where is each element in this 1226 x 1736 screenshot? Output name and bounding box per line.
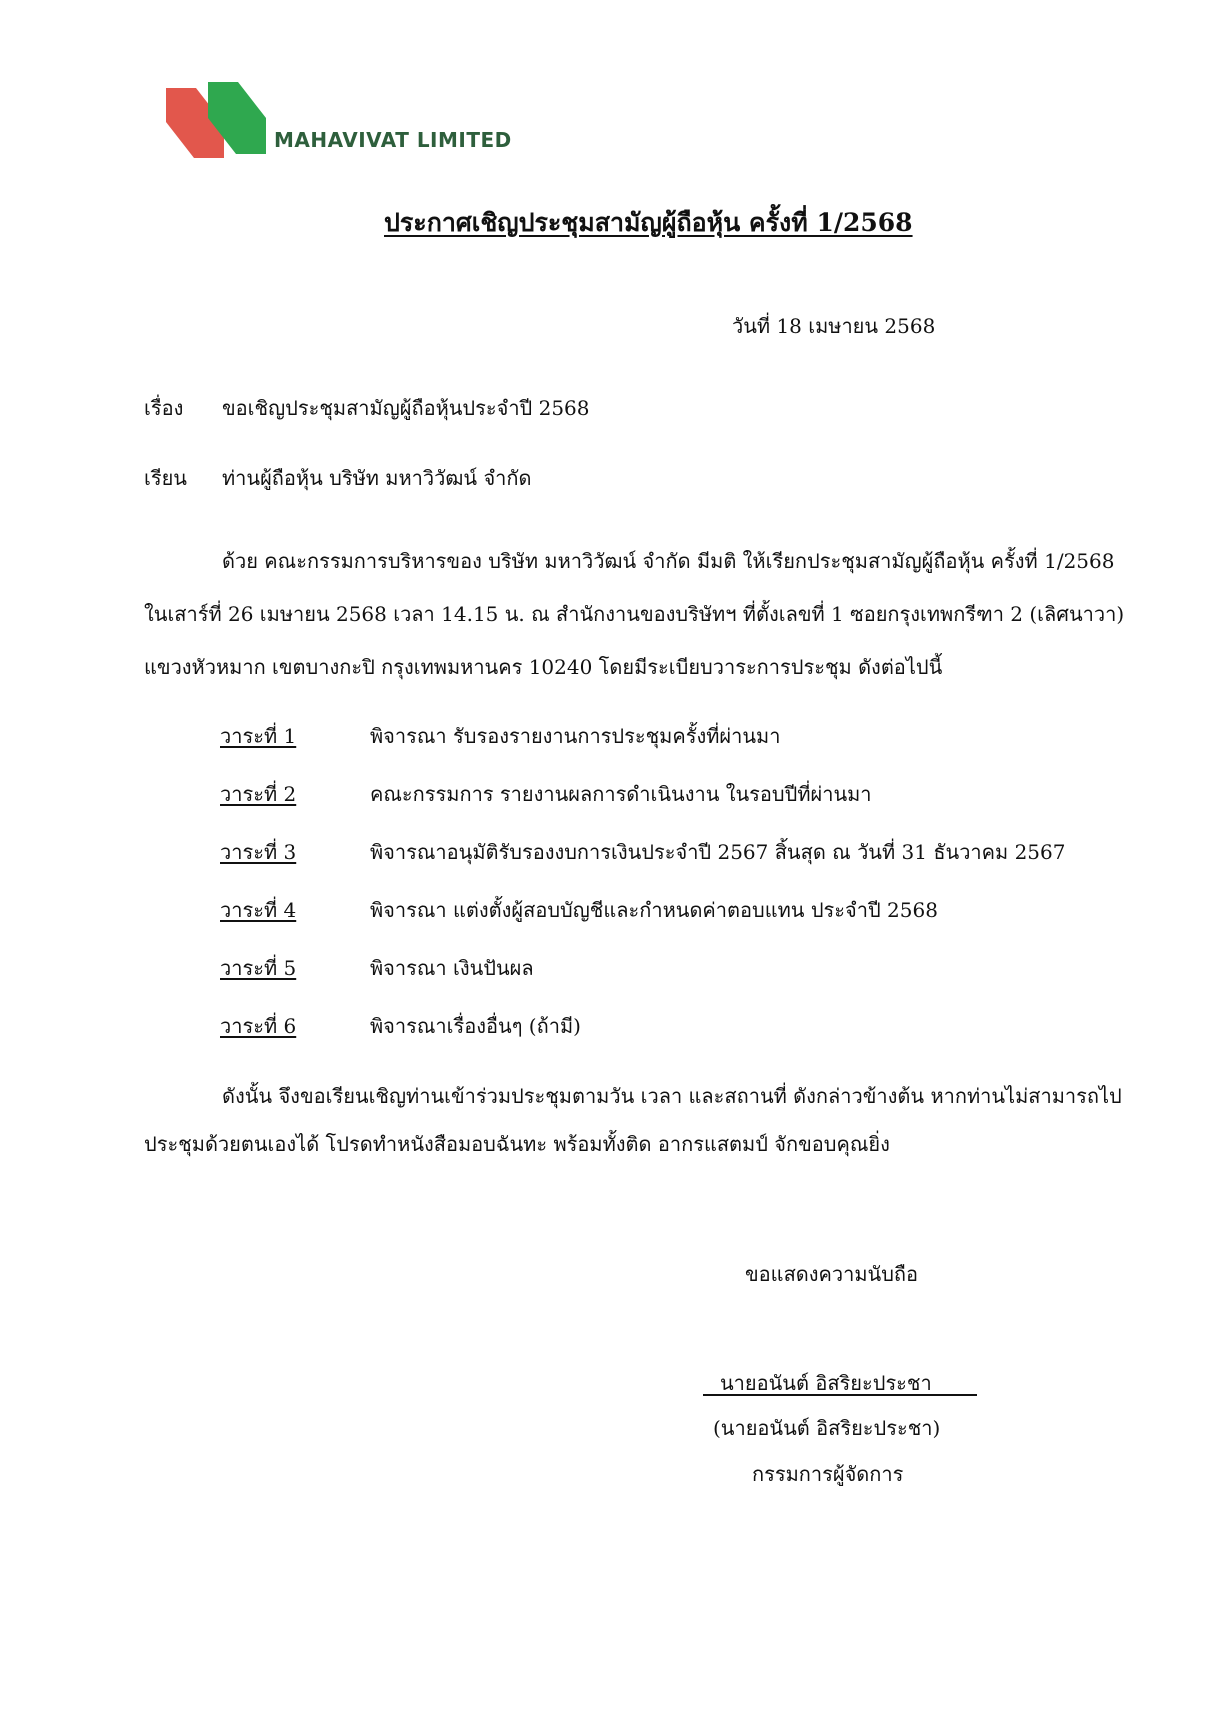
agenda-label: วาระที่ 5 bbox=[220, 956, 297, 980]
agenda-label: วาระที่ 6 bbox=[220, 1014, 297, 1038]
regards-text: ขอแสดงความนับถือ bbox=[745, 1262, 919, 1286]
agenda-text: พิจารณาเรื่องอื่นๆ (ถ้ามี) bbox=[370, 1014, 581, 1038]
agenda-label: วาระที่ 4 bbox=[220, 898, 297, 922]
agenda-text: พิจารณา แต่งตั้งผู้สอบบัญชีและกำหนดค่าตอบแทน ประจำปี 2568 bbox=[370, 898, 938, 922]
intro-line: ในเสาร์ที่ 26 เมษายน 2568 เวลา 14.15 น. ณ สำนักงานของบริษัทฯ ที่ตั้งเลขที่ 1 ซอยกรุงเทพกรีฑา 2 (เลิศนาวา) bbox=[144, 602, 1125, 626]
subject-label: เรื่อง bbox=[144, 396, 184, 420]
signed-name: นายอนันต์ อิสริยะประชา bbox=[720, 1371, 932, 1395]
agenda-label: วาระที่ 3 bbox=[220, 840, 297, 864]
agenda-text: พิจารณา เงินปันผล bbox=[370, 956, 534, 980]
agenda-text: พิจารณา รับรองรายงานการประชุมครั้งที่ผ่านมา bbox=[370, 724, 781, 748]
signer-position: กรรมการผู้จัดการ bbox=[752, 1462, 904, 1486]
agenda-label: วาระที่ 2 bbox=[220, 782, 297, 806]
logo-company-name: MAHAVIVAT LIMITED bbox=[274, 128, 512, 152]
agenda-text: คณะกรรมการ รายงานผลการดำเนินงาน ในรอบปีที่ผ่านมา bbox=[370, 782, 872, 806]
document-title: ประกาศเชิญประชุมสามัญผู้ถือหุ้น ครั้งที่ 1/2568 bbox=[384, 208, 913, 237]
closing-line: ดังนั้น จึงขอเรียนเชิญท่านเข้าร่วมประชุมตามวัน เวลา และสถานที่ ดังกล่าวข้างต้น หากท่านไม่สามารถไป bbox=[222, 1084, 1122, 1108]
agenda-text: พิจารณาอนุมัติรับรองงบการเงินประจำปี 2567 สิ้นสุด ณ วันที่ 31 ธันวาคม 2567 bbox=[370, 840, 1066, 864]
document-date: วันที่ 18 เมษายน 2568 bbox=[732, 314, 936, 338]
recipient-text: ท่านผู้ถือหุ้น บริษัท มหาวิวัฒน์ จำกัด bbox=[222, 466, 532, 490]
intro-line: ด้วย คณะกรรมการบริหารของ บริษัท มหาวิวัฒน์ จำกัด มีมติ ให้เรียกประชุมสามัญผู้ถือหุ้น ครั้งที่ 1/2568 bbox=[222, 549, 1115, 573]
agenda-label: วาระที่ 1 bbox=[220, 724, 297, 748]
subject-text: ขอเชิญประชุมสามัญผู้ถือหุ้นประจำปี 2568 bbox=[222, 396, 590, 420]
printed-name: (นายอนันต์ อิสริยะประชา) bbox=[713, 1416, 941, 1440]
recipient-label: เรียน bbox=[144, 466, 187, 490]
logo-mark-icon bbox=[164, 80, 284, 160]
company-logo bbox=[164, 80, 544, 160]
signature-line bbox=[703, 1394, 977, 1396]
intro-line: แขวงหัวหมาก เขตบางกะปิ กรุงเทพมหานคร 10240 โดยมีระเบียบวาระการประชุม ดังต่อไปนี้ bbox=[144, 655, 943, 679]
closing-line: ประชุมด้วยตนเองได้ โปรดทำหนังสือมอบฉันทะ พร้อมทั้งติด อากรแสตมป์ จักขอบคุณยิ่ง bbox=[144, 1132, 890, 1156]
